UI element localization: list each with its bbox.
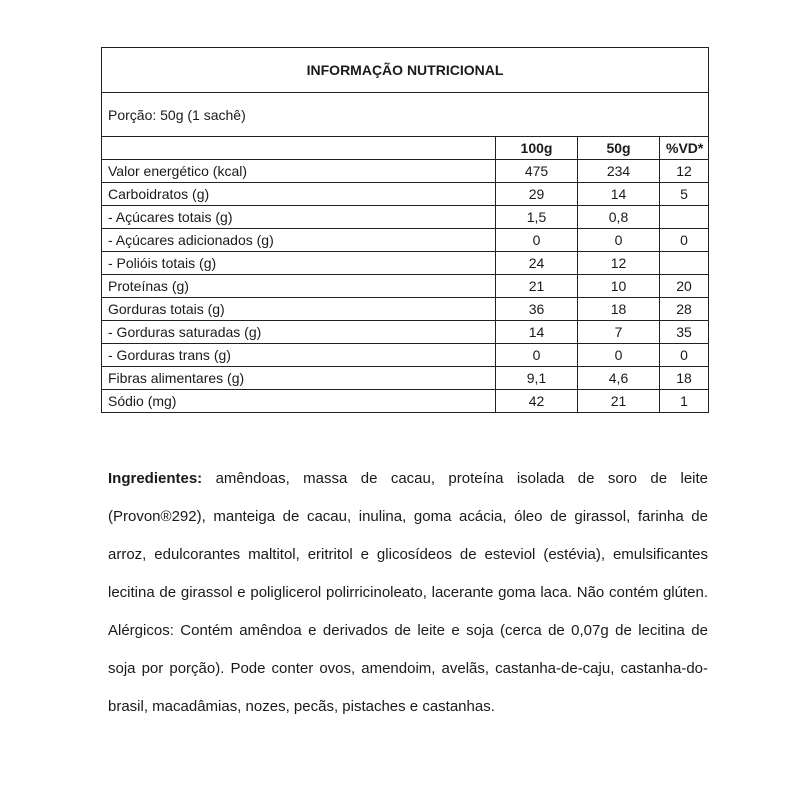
table-title-row [102, 48, 709, 93]
cell-50g: 4,6 [578, 367, 660, 390]
cell-vd [660, 252, 709, 275]
cell-100g: 0 [496, 229, 578, 252]
row-label: - Polióis totais (g) [102, 252, 496, 275]
ingredients-heading: Ingredientes: [108, 470, 203, 487]
cell-50g: 10 [578, 275, 660, 298]
header-50g: 50g [578, 137, 660, 160]
cell-vd: 0 [660, 344, 709, 367]
ingredients-text: amêndoas, massa de cacau, proteína isolada de soro de leite (Provon®292), manteiga de cacau, inulina, goma acácia, óleo de girassol, farinha de arroz, edulcorantes maltitol, eritritol e glicosídeos de esteviol (estévia), emulsificantes lecitina de girassol e poliglicerol polirricinoleato, lacerante goma laca. Não contém glúten. Alérgicos: Contém amêndoa e derivados de leite e soja (cerca de 0,07g de lecitina de soja por porção). Pode conter ovos, amendoim, avelãs, castanha-de-caju, castanha-do-brasil, macadâmias, nozes, pecãs, pistaches e castanhas. [108, 470, 708, 715]
row-label: Sódio (mg) [102, 390, 496, 413]
cell-50g: 0,8 [578, 206, 660, 229]
row-label: - Gorduras saturadas (g) [102, 321, 496, 344]
cell-100g: 1,5 [496, 206, 578, 229]
table-body [102, 160, 709, 413]
portion-label: Porção: 50g (1 sachê) [102, 93, 709, 137]
cell-vd: 5 [660, 183, 709, 206]
row-label: - Gorduras trans (g) [102, 344, 496, 367]
cell-100g: 24 [496, 252, 578, 275]
table-title: INFORMAÇÃO NUTRICIONAL [102, 48, 709, 93]
cell-50g: 21 [578, 390, 660, 413]
header-row [102, 137, 709, 160]
cell-50g: 7 [578, 321, 660, 344]
table-row [102, 229, 709, 252]
cell-vd [660, 206, 709, 229]
cell-100g: 42 [496, 390, 578, 413]
header-blank [102, 137, 496, 160]
nutrition-table [101, 47, 709, 413]
cell-vd: 12 [660, 160, 709, 183]
table-row [102, 252, 709, 275]
cell-vd: 35 [660, 321, 709, 344]
header-vd: %VD* [660, 137, 709, 160]
table-row [102, 275, 709, 298]
table-row [102, 344, 709, 367]
cell-100g: 475 [496, 160, 578, 183]
cell-50g: 0 [578, 344, 660, 367]
cell-50g: 14 [578, 183, 660, 206]
row-label: Proteínas (g) [102, 275, 496, 298]
table-row [102, 206, 709, 229]
cell-100g: 9,1 [496, 367, 578, 390]
cell-vd: 20 [660, 275, 709, 298]
table-row [102, 321, 709, 344]
cell-100g: 21 [496, 275, 578, 298]
cell-100g: 0 [496, 344, 578, 367]
table-row [102, 367, 709, 390]
cell-50g: 0 [578, 229, 660, 252]
table-row [102, 160, 709, 183]
row-label: - Açúcares adicionados (g) [102, 229, 496, 252]
table-row [102, 298, 709, 321]
cell-vd: 18 [660, 367, 709, 390]
cell-50g: 12 [578, 252, 660, 275]
row-label: - Açúcares totais (g) [102, 206, 496, 229]
row-label: Fibras alimentares (g) [102, 367, 496, 390]
ingredients-paragraph [108, 460, 708, 726]
row-label: Valor energético (kcal) [102, 160, 496, 183]
row-label: Gorduras totais (g) [102, 298, 496, 321]
cell-50g: 18 [578, 298, 660, 321]
cell-vd: 28 [660, 298, 709, 321]
table-row [102, 183, 709, 206]
cell-vd: 1 [660, 390, 709, 413]
cell-100g: 36 [496, 298, 578, 321]
cell-50g: 234 [578, 160, 660, 183]
portion-row [102, 93, 709, 137]
cell-100g: 14 [496, 321, 578, 344]
table-row [102, 390, 709, 413]
cell-100g: 29 [496, 183, 578, 206]
cell-vd: 0 [660, 229, 709, 252]
header-100g: 100g [496, 137, 578, 160]
row-label: Carboidratos (g) [102, 183, 496, 206]
